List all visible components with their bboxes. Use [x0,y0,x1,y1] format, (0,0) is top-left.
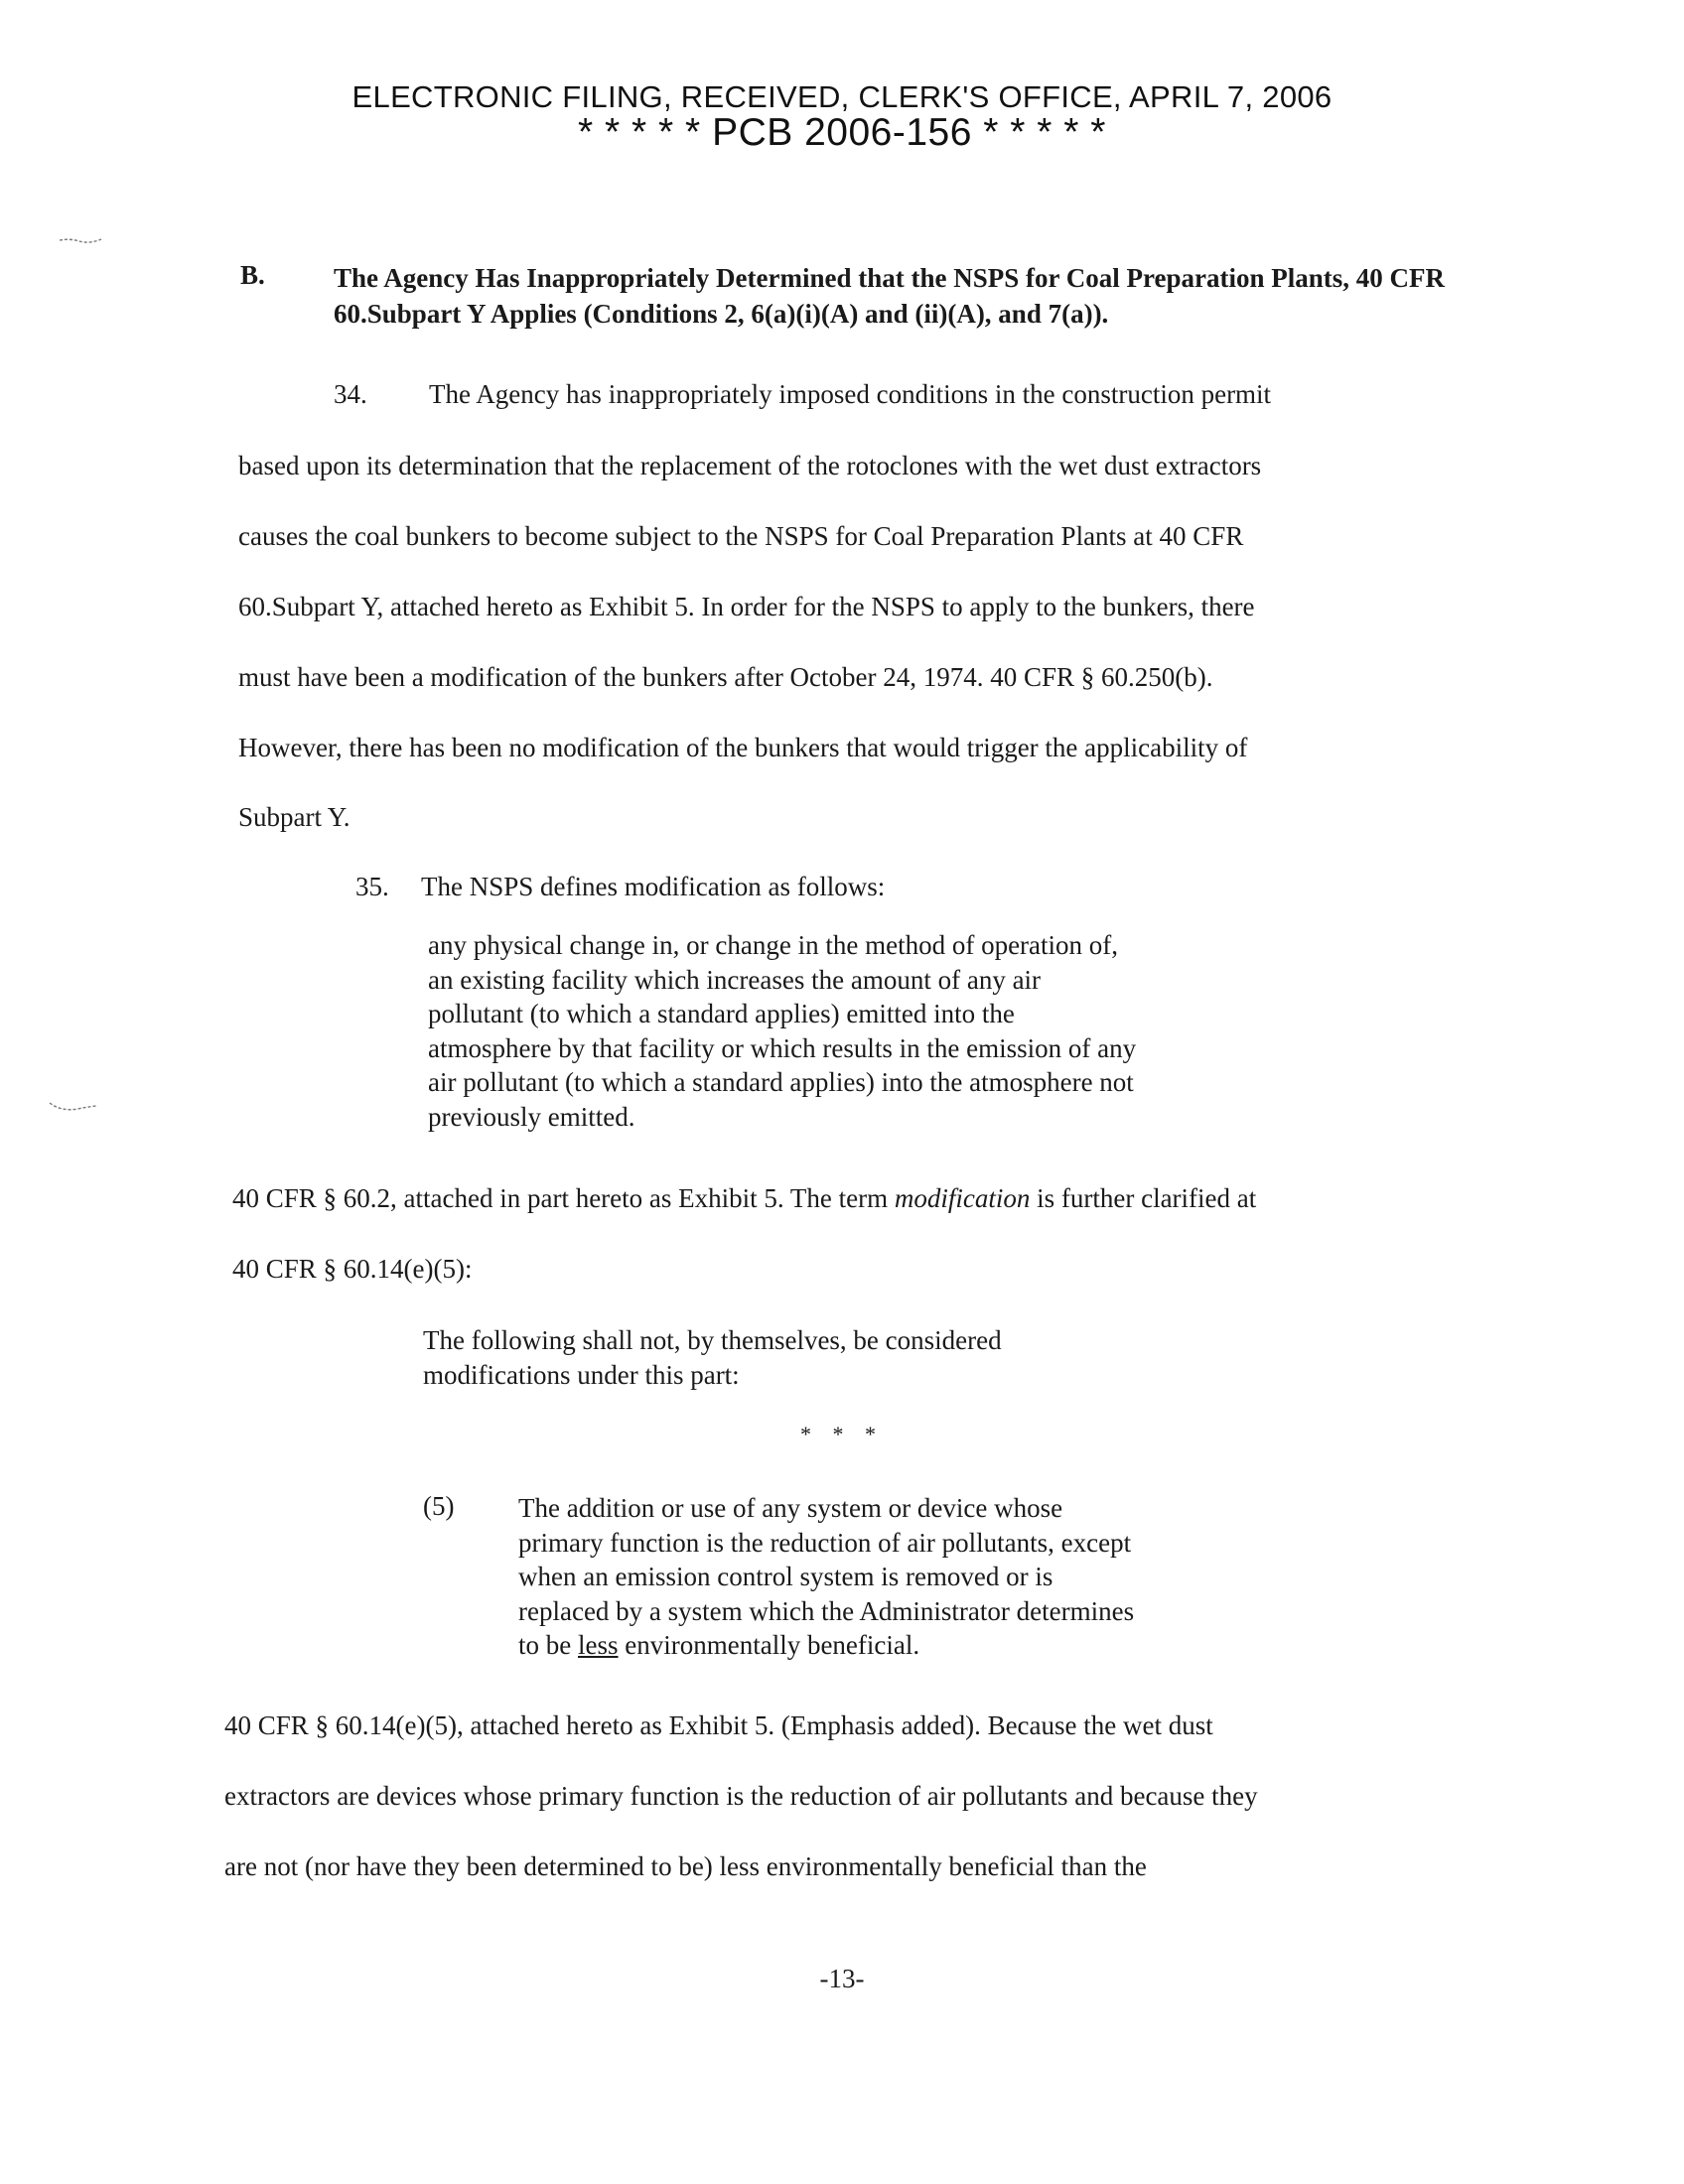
case-number-stamp: * * * * * PCB 2006-156 * * * * * [578,111,1106,154]
emphasized-term: modification [894,1183,1031,1213]
paragraph-line: 60.Subpart Y, attached hereto as Exhibit 5. In order for the NSPS to apply to the bunkers, there [238,592,1255,621]
paragraph-line: Subpart Y. [238,802,351,832]
section-letter: B. [240,260,265,290]
paragraph-line: However, there has been no modification of the bunkers that would trigger the applicability of [238,733,1248,762]
scan-speck [48,1100,99,1114]
citation-text: 40 CFR § 60.2, attached in part hereto as Exhibit 5. The term [232,1183,895,1213]
list-item-number: (5) [423,1491,455,1521]
paragraph-line: The NSPS defines modification as follows: [421,872,886,901]
paragraph-number: 34. [334,379,367,409]
quote-text: environmentally beneficial. [618,1630,920,1660]
paragraph-line: 40 CFR § 60.14(e)(5), attached hereto as Exhibit 5. (Emphasis added). Because the wet dust [224,1710,1213,1740]
block-quote: any physical change in, or change in the method of operation of, an existing facility which increases the amount of any air pollutant (to which a standard applies) emitted into the atmosphere by that facility or which results in the emission of any air pollutant (to which a standard applies) into the atmosphere not previously emitted. [428,930,1137,1132]
paragraph-line: The Agency has inappropriately imposed conditions in the construction permit [429,379,1272,409]
paragraph-line: causes the coal bunkers to become subject to the NSPS for Coal Preparation Plants at 40 CFR [238,521,1244,551]
citation-text: is further clarified at [1030,1183,1257,1213]
paragraph-line [232,1183,1256,1214]
scan-speck [58,236,103,244]
paragraph-line: are not (nor have they been determined to be) less environmentally beneficial than the [224,1851,1147,1881]
paragraph-line: extractors are devices whose primary function is the reduction of air pollutants and because they [224,1781,1258,1811]
quote-text: The addition or use of any system or device whose primary function is the reduction of air pollutants, except when an emission control system is removed or is replaced by a system which the Administrator determines to be [518,1493,1135,1660]
section-heading: The Agency Has Inappropriately Determined that the NSPS for Coal Preparation Plants, 40 CFR 60.Subpart Y Applies (Conditions 2, 6(a)(i)(A) and (ii)(A), and 7(a)). [334,263,1445,329]
filing-stamp-line: ELECTRONIC FILING, RECEIVED, CLERK'S OFFICE, APRIL 7, 2006 [351,79,1333,114]
block-quote: The following shall not, by themselves, be considered modifications under this part: [423,1325,1002,1390]
block-quote-item [518,1491,1134,1663]
page-number: -13- [819,1964,865,1993]
paragraph-line: must have been a modification of the bunkers after October 24, 1974. 40 CFR § 60.250(b). [238,662,1213,692]
omission-asterisks: * * * [800,1422,884,1446]
paragraph-number: 35. [355,872,389,901]
paragraph-line: based upon its determination that the replacement of the rotoclones with the wet dust extractors [238,451,1262,480]
underlined-word: less [578,1630,619,1660]
paragraph-line: 40 CFR § 60.14(e)(5): [232,1254,473,1284]
